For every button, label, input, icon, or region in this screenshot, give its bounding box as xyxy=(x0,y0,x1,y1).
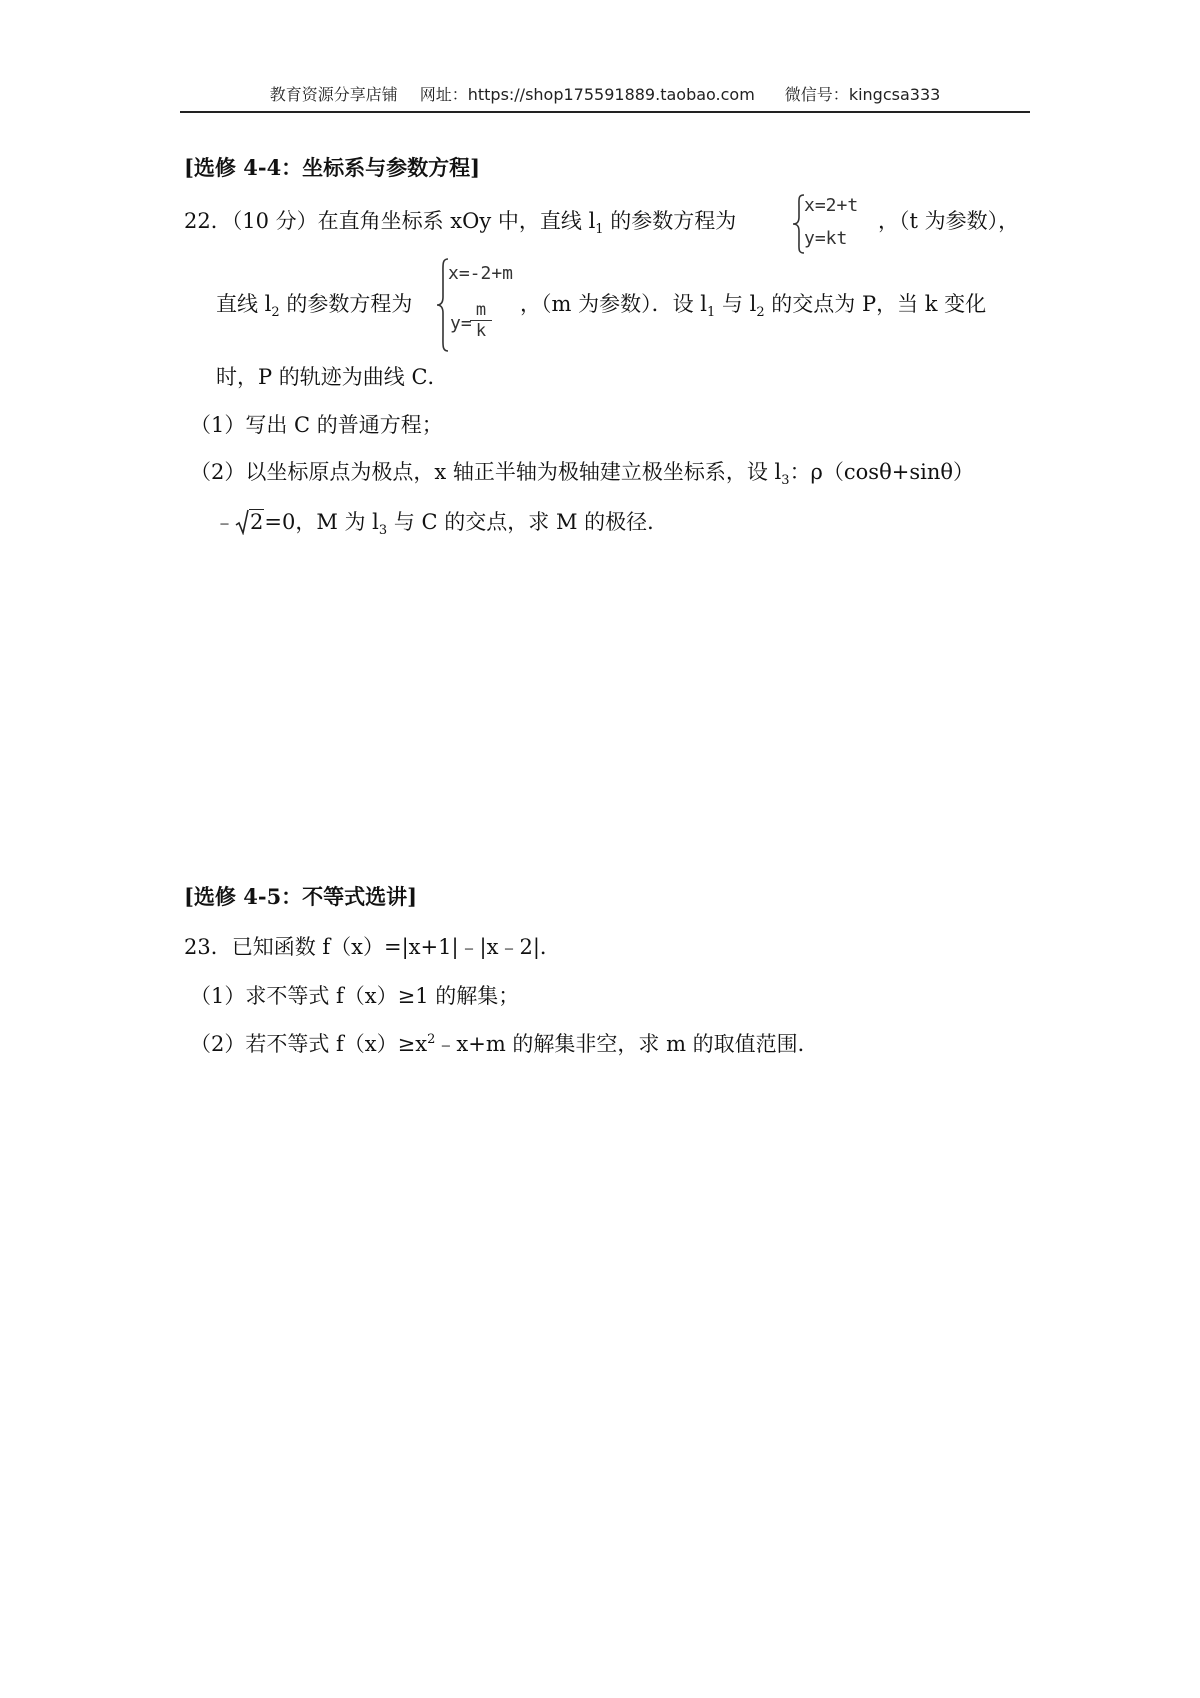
header-rule xyxy=(180,111,1030,113)
q22-part2-cont-b: 与 C 的交点，求 M 的极径． xyxy=(387,510,669,534)
q22-line2-tail-c: 的交点为 P，当 k 变化 xyxy=(764,292,987,316)
q22-line2-tail-a: ，（m 为参数）．设 l xyxy=(520,292,707,316)
wechat-label: 微信号： xyxy=(784,85,849,104)
subscript: 3 xyxy=(378,523,388,539)
q22-part2-b: ：ρ（cosθ+sinθ） xyxy=(789,460,974,484)
sys2-row2-left: y= xyxy=(450,313,472,334)
q22-part2-cont-a: =0，M 为 l xyxy=(264,510,379,534)
radicand: 2 xyxy=(250,510,264,534)
site-label: 网址： xyxy=(419,85,468,104)
wechat-id: kingcsa333 xyxy=(848,85,941,104)
q23-part1: （1）求不等式 f（x）≥1 的解集； xyxy=(190,984,520,1008)
section-title-4-4: [选修 4-4：坐标系与参数方程] xyxy=(184,155,481,180)
q22-part2-cont xyxy=(214,507,668,537)
q22-line2-text: 直线 l xyxy=(216,292,272,316)
q22-part1: （1）写出 C 的普通方程； xyxy=(190,413,443,437)
section-title-4-5: [选修 4-5：不等式选讲] xyxy=(184,884,418,909)
sys1-row1: x=2+t xyxy=(804,195,859,216)
sys2-row1: x=-2+m xyxy=(448,263,514,284)
subscript: 2 xyxy=(756,305,765,321)
q22-line2-head xyxy=(216,289,412,319)
site-url[interactable]: https://shop175591889.taobao.com xyxy=(467,85,755,104)
q23-stem: 23．已知函数 f（x）=|x+1|﹣|x﹣2|． xyxy=(184,935,561,959)
q22-part2 xyxy=(190,457,974,487)
subscript: 1 xyxy=(706,305,716,321)
q22-line1 xyxy=(184,206,736,236)
q22-line2-tail xyxy=(520,289,986,319)
sqrt-2 xyxy=(235,507,264,537)
sys1-row2: y=kt xyxy=(804,228,848,249)
frac-denominator: k xyxy=(475,321,487,341)
frac-numerator: m xyxy=(475,300,487,320)
radical-icon xyxy=(235,509,249,535)
q23-part2 xyxy=(190,1029,819,1059)
q22-line2-text2: 的参数方程为 xyxy=(279,292,413,316)
subscript: 1 xyxy=(595,222,604,238)
subscript: 2 xyxy=(271,305,280,321)
q22-line1-text: 22．（10 分）在直角坐标系 xOy 中，直线 l xyxy=(184,209,596,233)
page-header xyxy=(180,82,1030,105)
minus-sign: ﹣ xyxy=(214,510,235,534)
q22-line1-tail: ，（t 为参数）， xyxy=(878,209,1020,233)
superscript: 2 xyxy=(427,1032,436,1047)
param-system-l1 xyxy=(792,193,882,255)
q22-line3: 时，P 的轨迹为曲线 C． xyxy=(216,365,449,389)
fraction-m-over-k xyxy=(470,300,492,341)
q23-part2-a: （2）若不等式 f（x）≥x xyxy=(190,1032,428,1056)
q22-part2-a: （2）以坐标原点为极点，x 轴正半轴为极轴建立极坐标系，设 l xyxy=(190,460,782,484)
q23-part2-b: ﹣x+m 的解集非空，求 m 的取值范围． xyxy=(435,1032,819,1056)
subscript: 3 xyxy=(781,473,790,489)
q22-line2-tail-b: 与 l xyxy=(715,292,757,316)
shop-name: 教育资源分享店铺 xyxy=(269,85,398,104)
q22-line1-text2: 的参数方程为 xyxy=(603,209,737,233)
